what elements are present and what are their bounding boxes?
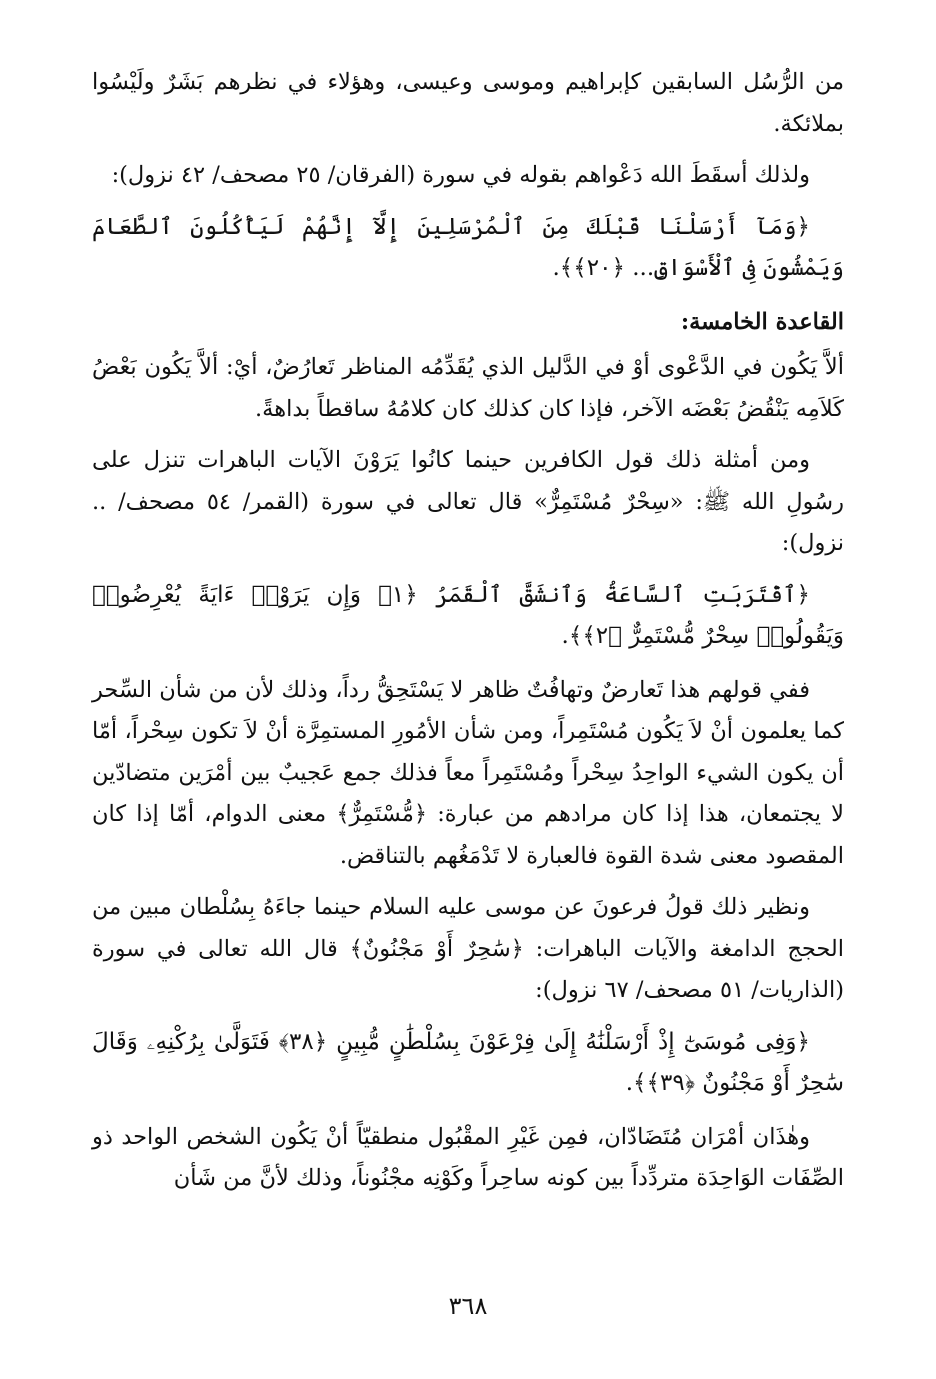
quran-verse: ﴿وَمَآ أَرْسَلْنَا قَبْلَكَ مِنَ ٱلْمُرْسَلِينَ إِلَّآ إِنَّهُمْ لَيَأْكُلُونَ ٱلطَّعَامَ وَيَمْشُونَ فِى ٱلْأَسْوَاقِ... ﴿٢٠﴾﴾. [92, 213, 844, 281]
paragraph: ونظير ذلك قولُ فرعونَ عن موسى عليه السلام حينما جاءَهُ بِسُلْطان مبين من الحجج الدامغة والآيات الباهرات: ﴿سَٰحِرٌ أَوْ مَجْنُونٌ﴾ قال الله تعالى في سورة (الذاريات/ ٥١ مصحف/ ٦٧ نزول): [92, 894, 844, 1003]
paragraph: ومن أمثلة ذلك قول الكافرين حينما كانُوا يَرَوْنَ الآيات الباهرات تنزل على رسُولِ الله ﷺ: «سِحْرٌ مُسْتَمِرٌّ» قال تعالى في سورة (القمر/ ٥٤ مصحف/ .. نزول): [92, 447, 844, 556]
section-heading: القاعدة الخامسة: [680, 308, 844, 335]
paragraph: ففي قولهم هذا تَعارضٌ وتهافُتٌ ظاهر لا يَسْتَحِقُّ رداً، وذلك لأن من شأن السِّحر كما يعلمون أنْ لاَ يَكُون مُسْتَمِراً، ومن شأن الأمُورِ المستمِرَّة أنْ لاَ تكون سِحْراً، أمّا أن يكون الشيء الواحِدُ سِحْراً ومُسْتَمِراً معاً فذلك جمع عَجيبٌ بين أمْرَين متضادّين لا يجتمعان، هذا إذا كان مرادهم من عبارة: ﴿مُّسْتَمِرٌّ﴾ معنى الدوام، أمّا إذا كان المقصود معنى شدة القوة فالعبارة لا تَدْمَغُهم بالتناقض. [92, 676, 844, 869]
quran-verse: ﴿وَفِى مُوسَىٰٓ إِذْ أَرْسَلْنَٰهُ إِلَىٰ فِرْعَوْنَ بِسُلْطَٰنٍ مُّبِينٍ ﴿٣٨﴾ فَتَوَلَّىٰ بِرُكْنِهِۦ وَقَالَ سَٰحِرٌ أَوْ مَجْنُونٌ ﴿٣٩﴾﴾. [92, 1028, 844, 1096]
page-body [92, 62, 844, 1200]
paragraph: ألاَّ يَكُون في الدَّعْوى أوْ في الدَّليل الذي يُقَدِّمُه المناظر تَعارُضٌ، أيْ: ألاَّ يَكُون بَعْضُ كَلاَمِه يَنْقُضُ بَعْضَه الآخر، فإذا كان كذلك كان كلامُهُ ساقطاً بداهةً. [92, 354, 844, 422]
paragraph: وهٰذَان أمْرَان مُتَضَادّان، فمِن غَيْرِ المقْبُول منطقيّاً أنْ يَكُون الشخص الواحد ذو الصِّفَات الوَاحِدَة متردِّداً بين كونه ساحِراً وكَوْنِه مجْنُوناً، وذلك لأنَّ من شَأن [92, 1123, 844, 1191]
page-number: ٣٦٨ [448, 1292, 488, 1320]
quran-verse: ﴿ٱقْتَرَبَتِ ٱلسَّاعَةُ وَٱنشَقَّ ٱلْقَمَرُ ﴿١﴾ وَإِن يَرَوْا۟ ءَايَةً يُعْرِضُوا۟ وَيَقُولُوا۟ سِحْرٌ مُّسْتَمِرٌّ ﴿٢﴾﴾. [92, 581, 844, 649]
paragraph: ولذلك أسقَطَ الله دَعْواهم بقوله في سورة (الفرقان/ ٢٥ مصحف/ ٤٢ نزول): [111, 162, 810, 188]
paragraph-continuation: من الرُّسُل السابقين كإبراهيم وموسى وعيسى، وهؤلاء في نظرهم بَشَرٌ ولَيْسُوا بملائكة. [92, 69, 844, 137]
